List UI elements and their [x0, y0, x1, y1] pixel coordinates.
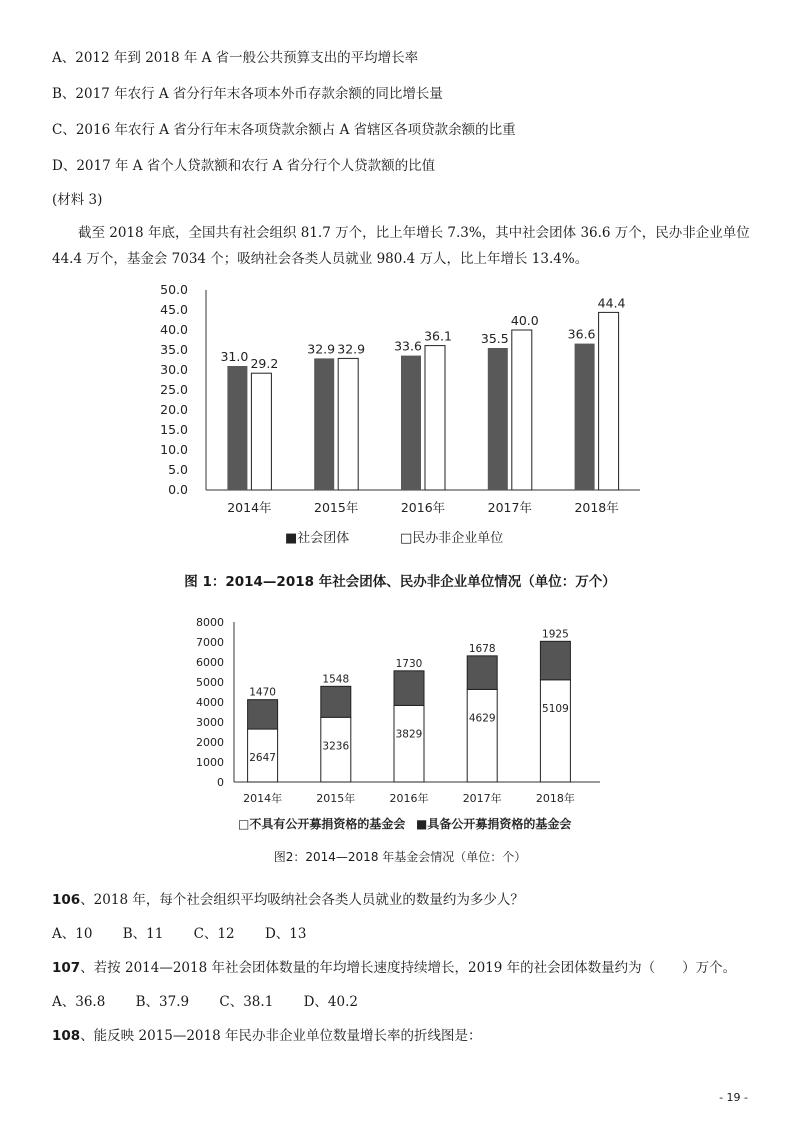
option: A、36.8 [52, 994, 106, 1010]
question-text: 、若按 2014—2018 年社会团体数量的年均增长速度持续增长，2019 年的社会团体数量约为（ ）万个。 [80, 960, 737, 976]
bar-segment-no-public-fundraising [540, 680, 570, 782]
bar-segment-no-public-fundraising [394, 705, 424, 782]
x-tick-label: 2016年 [400, 500, 446, 515]
bar-private-non-enterprise [338, 358, 358, 490]
bar-private-non-enterprise [599, 312, 619, 490]
y-tick-label: 3000 [196, 716, 224, 729]
bar-social-groups [488, 348, 508, 490]
data-label: 31.0 [220, 349, 249, 364]
legend-no-public-fundraising: □不具有公开募捐资格的基金会 [238, 817, 406, 831]
x-tick-label: 2015年 [316, 792, 356, 805]
y-tick-label: 5.0 [168, 462, 188, 477]
question-106 [52, 888, 524, 908]
option: C、38.1 [219, 994, 274, 1010]
data-label: 3829 [395, 728, 423, 741]
data-label: 32.9 [337, 341, 366, 357]
chart-foundations [190, 612, 610, 834]
data-label: 1730 [395, 657, 423, 670]
x-tick-label: 2017年 [487, 500, 532, 515]
data-label: 40.0 [510, 313, 539, 328]
option-c-prev: C、2016 年农行 A 省分行年末各项贷款余额占 A 省辖区各项贷款余额的比重 [52, 122, 516, 138]
option: A、10 [52, 926, 93, 942]
y-tick-label: 40.0 [160, 322, 188, 337]
chart2-caption: 图2：2014—2018 年基金会情况（单位：个） [273, 850, 527, 864]
bar-social-groups [575, 344, 595, 490]
legend-social-groups: ■社会团体 [285, 531, 350, 546]
data-label: 2647 [249, 752, 276, 765]
data-label: 44.4 [597, 295, 626, 311]
x-tick-label: 2015年 [314, 500, 359, 515]
data-label: 36.6 [567, 326, 596, 342]
x-tick-label: 2018年 [535, 792, 575, 805]
bar-segment-public-fundraising [248, 700, 278, 729]
bar-segment-no-public-fundraising [467, 689, 497, 782]
data-label: 36.1 [424, 328, 452, 344]
y-tick-label: 1000 [196, 756, 224, 769]
data-label: 1470 [249, 686, 276, 699]
y-tick-label: 30.0 [160, 362, 188, 377]
bar-social-groups [314, 358, 334, 490]
x-tick-label: 2014年 [227, 500, 272, 515]
bar-segment-public-fundraising [394, 671, 424, 706]
bar-social-groups [227, 366, 247, 490]
option: D、40.2 [303, 994, 358, 1010]
option-d-prev: D、2017 年 A 省个人贷款额和农行 A 省分行个人贷款额的比值 [52, 158, 436, 174]
y-tick-label: 0 [217, 776, 224, 789]
y-tick-label: 20.0 [160, 402, 188, 417]
data-label: 1925 [542, 628, 569, 641]
bar-segment-public-fundraising [540, 641, 570, 680]
data-label: 4629 [468, 712, 496, 725]
material-label: (材料 3) [52, 192, 103, 208]
bar-segment-public-fundraising [467, 656, 497, 690]
data-label: 5109 [542, 702, 569, 715]
question-text: 、2018 年，每个社会组织平均吸纳社会各类人员就业的数量约为多少人？ [80, 892, 524, 908]
bar-private-non-enterprise [425, 346, 445, 490]
legend-public-fundraising: ■具备公开募捐资格的基金会 [416, 817, 572, 831]
chart-social-organizations [150, 280, 650, 552]
bar-segment-public-fundraising [321, 686, 351, 717]
x-tick-label: 2016年 [389, 792, 429, 805]
data-label: 33.6 [394, 338, 422, 354]
bar-social-groups [401, 356, 421, 490]
material-paragraph: 截至 2018 年底，全国共有社会组织 81.7 万个，比上年增长 7.3%，其中社会团体 36.6 万个，民办非企业单位 44.4 万个，基金会 7034 个；吸纳社会各类人员就业 980.4 万人，比上年增长 13.4%。 [52, 225, 750, 267]
question-107 [52, 956, 736, 976]
y-tick-label: 0.0 [168, 482, 188, 497]
question-108 [52, 1024, 481, 1044]
y-tick-label: 7000 [196, 636, 224, 649]
x-tick-label: 2018年 [574, 500, 619, 515]
data-label: 32.9 [307, 341, 336, 357]
y-tick-label: 50.0 [160, 282, 188, 297]
y-tick-label: 6000 [196, 656, 224, 669]
option: B、11 [122, 926, 164, 942]
option: B、37.9 [135, 994, 190, 1010]
x-tick-label: 2017年 [462, 792, 502, 805]
data-label: 29.2 [250, 356, 279, 372]
question-number: 106 [52, 892, 81, 908]
question-107-options [52, 990, 384, 1010]
page-number: - 19 - [719, 1091, 748, 1104]
chart1-caption: 图 1：2014—2018 年社会团体、民办非企业单位情况（单位：万个） [184, 574, 616, 590]
option: D、13 [264, 926, 307, 942]
data-label: 1678 [468, 642, 496, 655]
option: C、12 [193, 926, 235, 942]
data-label: 3236 [322, 740, 350, 753]
data-label: 35.5 [480, 331, 509, 346]
y-tick-label: 2000 [196, 736, 224, 749]
data-label: 1548 [322, 673, 350, 686]
legend-private-non-enterprise: □民办非企业单位 [400, 531, 504, 546]
question-number: 108 [52, 1028, 81, 1044]
option-a-prev: A、2012 年到 2018 年 A 省一般公共预算支出的平均增长率 [52, 50, 419, 66]
y-tick-label: 45.0 [160, 302, 188, 317]
y-tick-label: 4000 [196, 696, 224, 709]
y-tick-label: 5000 [196, 676, 224, 689]
y-tick-label: 10.0 [160, 442, 188, 457]
bar-private-non-enterprise [512, 330, 532, 490]
y-tick-label: 35.0 [160, 342, 188, 357]
x-tick-label: 2014年 [243, 792, 283, 805]
y-tick-label: 25.0 [160, 382, 188, 397]
question-number: 107 [52, 960, 81, 976]
option-b-prev: B、2017 年农行 A 省分行年末各项本外币存款余额的同比增长量 [52, 86, 443, 102]
bar-private-non-enterprise [251, 373, 271, 490]
y-tick-label: 15.0 [160, 422, 188, 437]
question-text: 、能反映 2015—2018 年民办非企业单位数量增长率的折线图是： [80, 1028, 482, 1044]
y-tick-label: 8000 [196, 616, 224, 629]
question-106-options [52, 922, 332, 942]
